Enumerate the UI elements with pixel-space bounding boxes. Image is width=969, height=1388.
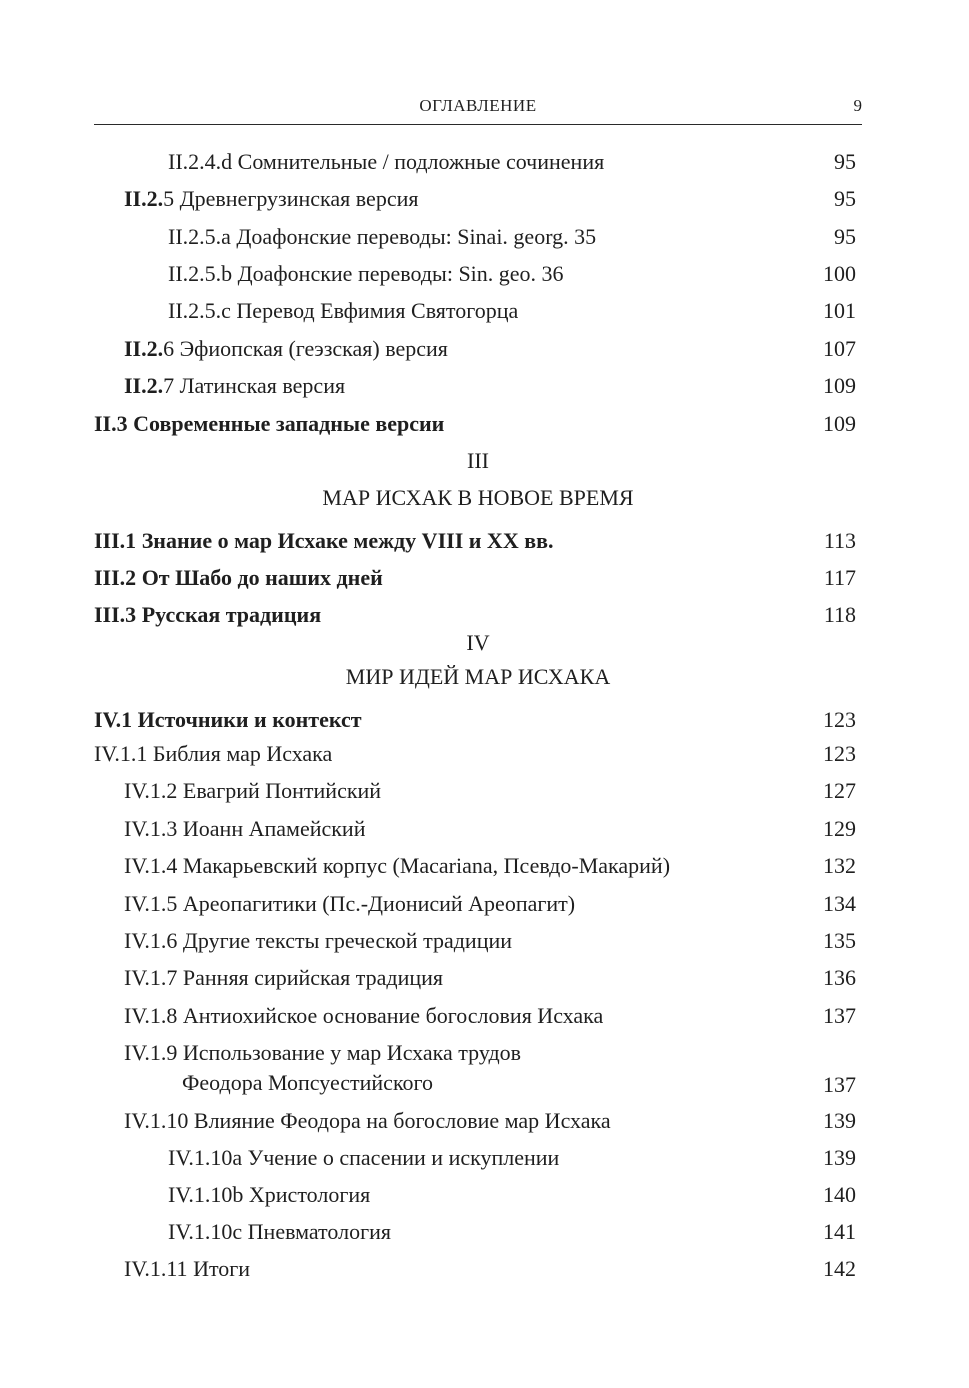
entry-title: Ареопагитики (Пс.-Дионисий Ареопагит) — [182, 891, 576, 916]
entry-title: Итоги — [193, 1256, 251, 1281]
entry-number: IV.1.8 — [124, 1003, 178, 1028]
entry-page: 139 — [823, 1145, 856, 1170]
entry-page: 107 — [823, 336, 856, 361]
entry-title: От Шабо до наших дней — [141, 565, 383, 590]
entry-number: II.2. — [124, 336, 164, 361]
entry-title: Ранняя сирийская традиция — [182, 965, 444, 990]
entry-page: 140 — [823, 1182, 856, 1207]
entry-page: 113 — [823, 528, 856, 553]
entry-title: Перевод Евфимия Святогорца — [236, 298, 519, 323]
entry-title: Макарьевский корпус (Macariana, Псевдо-Макарий) — [182, 853, 671, 878]
entry-number: IV.1.10c — [168, 1219, 243, 1244]
header-page-number: 9 — [853, 96, 862, 115]
part-numeral: III — [467, 448, 489, 473]
entry-page: 139 — [823, 1108, 856, 1133]
entry-title: Евагрий Понтийский — [182, 778, 382, 803]
entry-page: 136 — [823, 965, 856, 990]
entry-page: 117 — [823, 565, 856, 590]
entry-title: Современные западные версии — [133, 411, 445, 436]
entry-page: 95 — [834, 224, 856, 249]
entry-title: Доафонские переводы: Sin. geo. 36 — [237, 261, 564, 286]
entry-number-rest: 6 — [163, 336, 175, 361]
entry-page: 95 — [834, 149, 856, 174]
entry-page: 118 — [823, 602, 856, 627]
entry-number: II.2.5.b — [168, 261, 233, 286]
entry-number: IV.1 — [94, 707, 133, 732]
entry-page: 123 — [823, 707, 856, 732]
entry-title: Латинская версия — [179, 373, 346, 398]
entry-title: Использование у мар Исхака трудов — [182, 1040, 522, 1065]
entry-number: IV.1.9 — [124, 1040, 178, 1065]
entry-title: Древнегрузинская версия — [179, 186, 419, 211]
entry-page: 129 — [823, 816, 856, 841]
running-header — [94, 92, 862, 125]
entry-title: Русская традиция — [141, 602, 322, 627]
entry-title: Доафонские переводы: Sinai. georg. 35 — [236, 224, 597, 249]
entry-number: II.2. — [124, 373, 164, 398]
entry-page: 137 — [823, 1003, 856, 1028]
entry-page: 101 — [823, 298, 856, 323]
entry-title: Библия мар Исхака — [152, 741, 333, 766]
entry-title: Сомнительные / подложные сочинения — [237, 149, 605, 174]
entry-title: Эфиопская (геэзская) версия — [179, 336, 448, 361]
entry-number: IV.1.5 — [124, 891, 178, 916]
part-title: МИР ИДЕЙ МАР ИСХАКА — [345, 664, 611, 689]
entry-number: IV.1.7 — [124, 965, 178, 990]
entry-number-rest: 7 — [163, 373, 175, 398]
entry-page: 134 — [823, 891, 856, 916]
entry-number: IV.1.3 — [124, 816, 178, 841]
entry-title: Иоанн Апамейский — [182, 816, 366, 841]
entry-number: III.2 — [94, 565, 137, 590]
entry-page: 109 — [823, 411, 856, 436]
entry-number: IV.1.10b — [168, 1182, 244, 1207]
entry-number: II.2.4.d — [168, 149, 233, 174]
entry-number: II.2.5.c — [168, 298, 231, 323]
entry-number: III.3 — [94, 602, 137, 627]
entry-number: III.1 — [94, 528, 137, 553]
entry-title: Учение о спасении и искуплении — [247, 1145, 560, 1170]
toc-entry[interactable] — [94, 1039, 856, 1099]
entry-number: IV.1.11 — [124, 1256, 188, 1281]
entry-page: 127 — [823, 778, 856, 803]
entry-title-continuation: Феодора Мопсуестийского — [182, 1070, 433, 1095]
entry-number: II.3 — [94, 411, 128, 436]
entry-page: 141 — [823, 1219, 856, 1244]
entry-title: Антиохийское основание богословия Исхака — [182, 1003, 604, 1028]
entry-page: 123 — [823, 741, 856, 766]
entry-number: IV.1.2 — [124, 778, 178, 803]
entry-page: 100 — [823, 261, 856, 286]
entry-number: IV.1.10a — [168, 1145, 243, 1170]
part-numeral: IV — [466, 630, 490, 655]
entry-number: IV.1.6 — [124, 928, 178, 953]
entry-number: IV.1.10 — [124, 1108, 189, 1133]
entry-page: 95 — [834, 186, 856, 211]
entry-title: Пневматология — [247, 1219, 391, 1244]
entry-number: II.2.5.a — [168, 224, 231, 249]
entry-number: IV.1.1 — [94, 741, 148, 766]
entry-number-rest: 5 — [163, 186, 175, 211]
entry-number: II.2. — [124, 186, 164, 211]
header-title: ОГЛАВЛЕНИЕ — [419, 96, 537, 115]
entry-page: 135 — [823, 928, 856, 953]
entry-page: 137 — [823, 1072, 856, 1097]
entry-title: Другие тексты греческой традиции — [182, 928, 513, 953]
entry-title: Источники и контекст — [137, 707, 362, 732]
entry-page: 142 — [823, 1256, 856, 1281]
entry-title: Христология — [248, 1182, 371, 1207]
entry-title: Влияние Феодора на богословие мар Исхака — [193, 1108, 611, 1133]
entry-number: IV.1.4 — [124, 853, 178, 878]
entry-page: 109 — [823, 373, 856, 398]
entry-title: Знание о мар Исхаке между VIII и XX вв. — [141, 528, 554, 553]
entry-page: 132 — [823, 853, 856, 878]
part-title: МАР ИСХАК В НОВОЕ ВРЕМЯ — [322, 485, 634, 510]
